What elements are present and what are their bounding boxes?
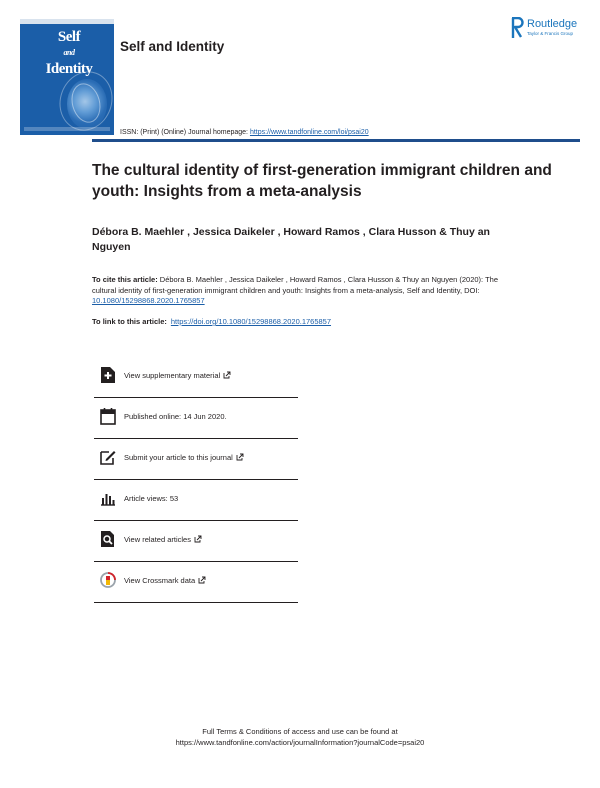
external-link-icon [236,453,244,461]
publisher-name: Routledge [527,18,578,30]
supplementary-material-row[interactable] [94,357,298,398]
footer-terms-link[interactable]: https://www.tandfonline.com/action/journalInformation?journalCode=psai20 [175,738,425,747]
cover-title-line2: Identity [45,61,93,77]
published-online-row [94,398,298,439]
journal-homepage-link[interactable]: https://www.tandfonline.com/loi/psai20 [249,129,369,136]
search-document-icon [100,530,116,548]
page-footer [0,726,600,748]
routledge-logo-icon [510,17,524,39]
external-link-icon [198,576,206,584]
publisher-subtitle: Taylor & Francis Group [527,31,574,36]
crossmark-icon [100,571,116,589]
cover-title [39,29,99,77]
cover-title-and: and [63,48,75,57]
cover-top-strip [20,19,114,24]
journal-cover-image [20,19,114,135]
article-title: The cultural identity of first-generation immigrant children and youth: Insights from a meta-analysis [92,162,552,200]
calendar-icon [100,407,116,425]
article-link-line [92,317,512,326]
citation-block [92,275,512,307]
supplementary-icon [100,366,116,384]
citation-label: To cite this article: [92,275,158,284]
article-authors: Débora B. Maehler , Jessica Daikeler , Howard Ramos , Clara Husson & Thuy an Nguyen [92,226,490,253]
doi-link[interactable]: 10.1080/15298868.2020.1765857 [92,296,205,305]
external-link-icon [194,535,202,543]
footer-terms-text: Full Terms & Conditions of access and use can be found at [202,727,398,736]
external-link-icon [223,371,231,379]
related-articles-row[interactable] [94,521,298,562]
article-views-label: Article views: 53 [124,494,179,503]
submit-article-row[interactable] [94,439,298,480]
issn-line [120,129,369,136]
related-articles-label [124,535,202,544]
journal-title[interactable]: Self and Identity [120,39,225,54]
bar-chart-icon [100,489,116,507]
crossmark-row[interactable] [94,562,298,603]
citation-text: Débora B. Maehler , Jessica Daikeler , Howard Ramos , Clara Husson & Thuy an Nguyen (2020): The cultural identity of first-generation immigrant children and youth: Insights from a meta-analysis, Self and Identity, DOI: [92,275,499,295]
article-doi-url[interactable]: https://doi.org/10.1080/15298868.2020.1765857 [170,317,332,326]
supplementary-label [124,371,231,380]
publisher-logo[interactable] [510,17,590,39]
crossmark-label-text: View Crossmark data [124,576,196,585]
crossmark-label [124,576,206,585]
article-views-row [94,480,298,521]
issn-text: ISSN: (Print) (Online) Journal homepage: [120,129,250,136]
related-articles-label-text: View related articles [124,535,191,544]
cover-title-line1: Self [57,29,81,45]
submit-article-label [124,453,244,462]
submit-article-label-text: Submit your article to this journal [124,453,233,462]
article-link-label: To link to this article: [92,317,167,326]
cover-footer-strip [24,127,110,131]
published-online-label: Published online: 14 Jun 2020. [124,412,227,421]
header-divider [92,139,580,142]
edit-icon [100,448,116,466]
supplementary-label-text: View supplementary material [124,371,221,380]
